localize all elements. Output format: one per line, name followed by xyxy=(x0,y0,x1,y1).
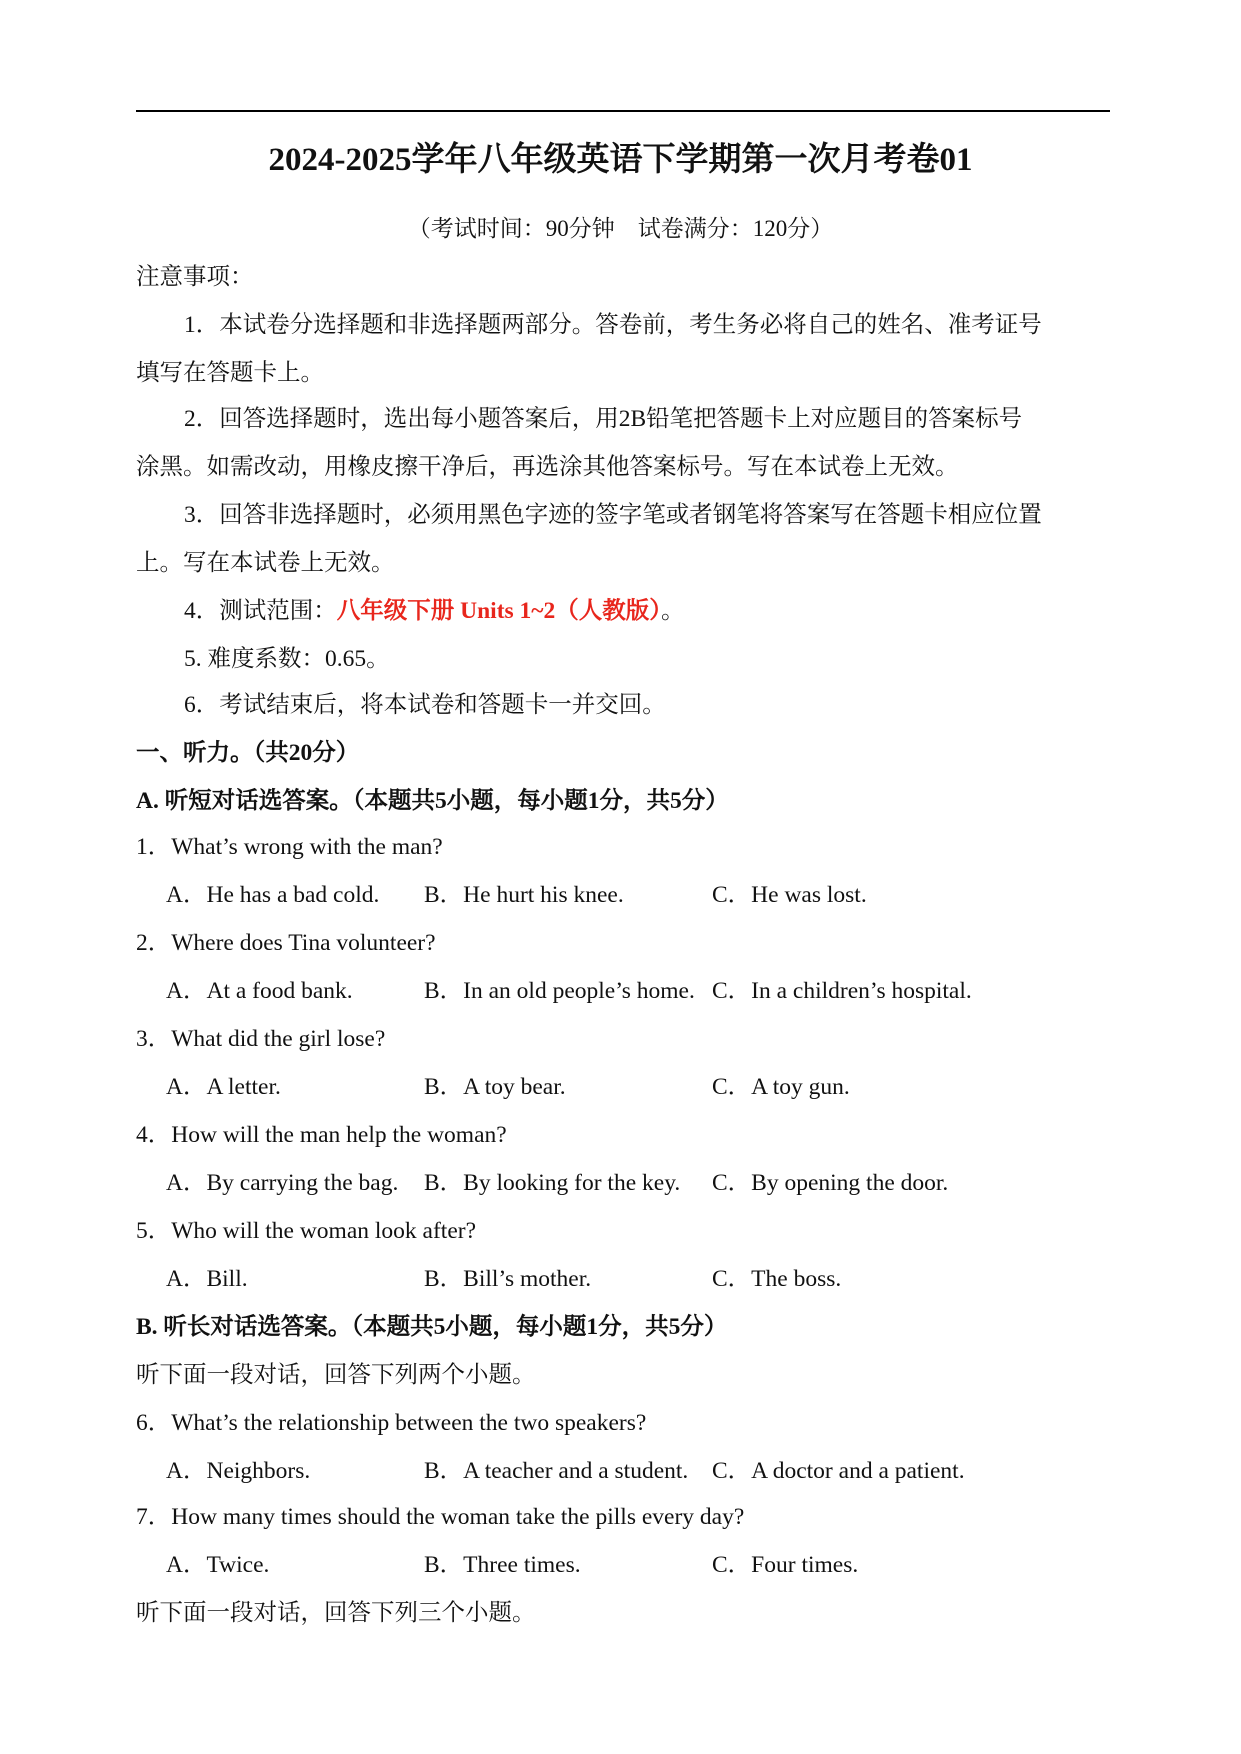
section-heading-listening: 一、听力。（共20分） xyxy=(136,740,360,766)
note-1-line-1: 1．本试卷分选择题和非选择题两部分。答卷前，考生务必将自己的姓名、准考证号 xyxy=(184,312,1042,338)
note-2-line-1: 2．回答选择题时，选出每小题答案后，用2B铅笔把答题卡上对应题目的答案标号 xyxy=(184,406,1023,432)
option-b: B．A teacher and a student. xyxy=(424,1458,689,1484)
option-b: B．By looking for the key. xyxy=(424,1170,681,1196)
question-1-options xyxy=(0,880,1241,910)
option-b: B．Bill’s mother. xyxy=(424,1266,592,1292)
option-b: B．He hurt his knee. xyxy=(424,882,624,908)
option-c: C．A toy gun. xyxy=(712,1074,850,1100)
option-c: C．A doctor and a patient. xyxy=(712,1458,965,1484)
question-3-options xyxy=(0,1072,1241,1102)
option-a: A．By carrying the bag. xyxy=(166,1170,399,1196)
exam-info: （考试时间：90分钟 试卷满分：120分） xyxy=(407,216,834,241)
note-6: 6．考试结束后，将本试卷和答题卡一并交回。 xyxy=(184,692,666,718)
note-3-line-2: 上。写在本试卷上无效。 xyxy=(136,550,395,576)
note-1-line-2: 填写在答题卡上。 xyxy=(136,360,324,386)
page-title: 2024-2025学年八年级英语下学期第一次月考卷01 xyxy=(268,142,973,178)
part-a-heading: A. 听短对话选答案。（本题共5小题，每小题1分，共5分） xyxy=(136,788,729,814)
question-2-options xyxy=(0,976,1241,1006)
note-4 xyxy=(184,596,685,626)
option-b: B．A toy bear. xyxy=(424,1074,566,1100)
option-a: A．Twice. xyxy=(166,1552,270,1578)
question-5-options xyxy=(0,1264,1241,1294)
notes-heading: 注意事项： xyxy=(136,264,254,290)
note-3-line-1: 3．回答非选择题时，必须用黑色字迹的签字笔或者钢笔将答案写在答题卡相应位置 xyxy=(184,502,1042,528)
part-b-intro-2: 听下面一段对话，回答下列三个小题。 xyxy=(136,1600,536,1626)
option-a: A．At a food bank. xyxy=(166,978,353,1004)
option-a: A．He has a bad cold. xyxy=(166,882,380,908)
question-7: 7．How many times should the woman take the pills every day? xyxy=(136,1504,745,1530)
question-4-options xyxy=(0,1168,1241,1198)
note-4-prefix: 4．测试范围： xyxy=(184,598,337,624)
question-3: 3．What did the girl lose? xyxy=(136,1026,386,1052)
question-7-options xyxy=(0,1550,1241,1580)
option-c: C．In a children’s hospital. xyxy=(712,978,972,1004)
option-b: B．Three times. xyxy=(424,1552,581,1578)
test-scope: 八年级下册 Units 1~2（人教版） xyxy=(336,598,662,624)
option-a: A．Neighbors. xyxy=(166,1458,311,1484)
question-6-options xyxy=(0,1456,1241,1486)
note-5: 5. 难度系数：0.65。 xyxy=(184,646,390,672)
question-2: 2．Where does Tina volunteer? xyxy=(136,930,436,956)
question-6: 6．What’s the relationship between the two speakers? xyxy=(136,1410,647,1436)
note-4-suffix: 。 xyxy=(661,598,685,624)
option-c: C．Four times. xyxy=(712,1552,859,1578)
question-4: 4．How will the man help the woman? xyxy=(136,1122,507,1148)
part-b-heading: B. 听长对话选答案。（本题共5小题，每小题1分，共5分） xyxy=(136,1314,728,1340)
note-2-line-2: 涂黑。如需改动，用橡皮擦干净后，再选涂其他答案标号。写在本试卷上无效。 xyxy=(136,454,959,480)
option-c: C．By opening the door. xyxy=(712,1170,949,1196)
option-b: B．In an old people’s home. xyxy=(424,978,695,1004)
question-1: 1．What’s wrong with the man? xyxy=(136,834,443,860)
option-a: A．A letter. xyxy=(166,1074,281,1100)
top-divider xyxy=(136,110,1110,112)
part-b-intro-1: 听下面一段对话，回答下列两个小题。 xyxy=(136,1362,536,1388)
option-c: C．He was lost. xyxy=(712,882,867,908)
option-a: A．Bill. xyxy=(166,1266,248,1292)
question-5: 5．Who will the woman look after? xyxy=(136,1218,477,1244)
option-c: C．The boss. xyxy=(712,1266,842,1292)
